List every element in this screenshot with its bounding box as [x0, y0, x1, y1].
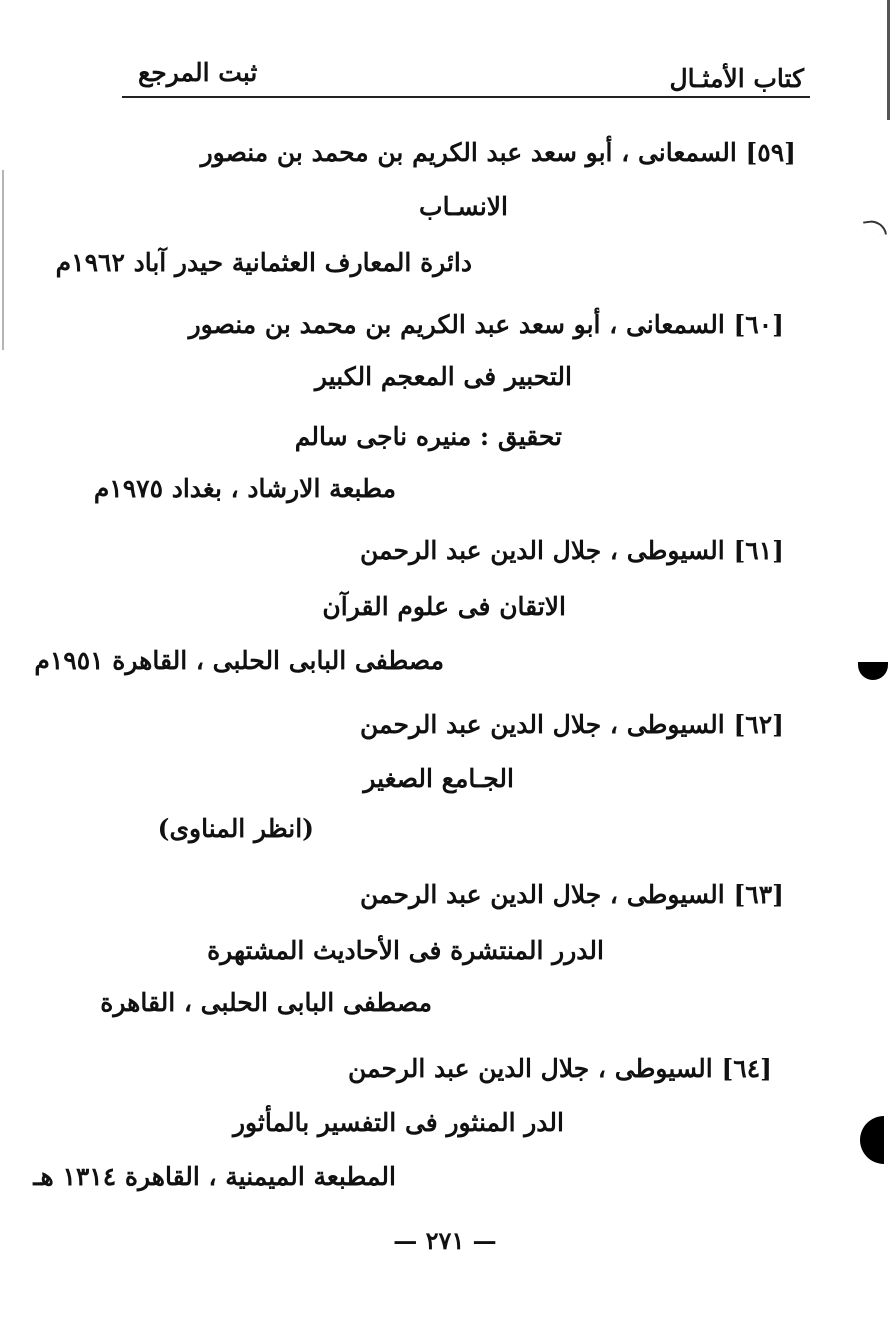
header-divider — [122, 96, 810, 98]
entry-author: [٦٤] السيوطى ، جلال الدين عبد الرحمن — [348, 1054, 772, 1083]
entry-author: [٥٩] السمعانى ، أبو سعد عبد الكريم بن محمد بن منصور — [200, 138, 796, 167]
entry-publisher: مصطفى البابى الحلبى ، القاهرة ١٩٥١م — [34, 646, 444, 675]
entry-publisher: مصطفى البابى الحلبى ، القاهرة — [100, 988, 432, 1017]
entry-editor: تحقيق : منيره ناجى سالم — [294, 422, 562, 451]
entry-note: (انظر المناوى) — [157, 814, 314, 843]
scan-margin-line — [2, 170, 4, 350]
entry-title: الدرر المنتشرة فى الأحاديث المشتهرة — [207, 936, 604, 965]
entry-title: الانسـاب — [419, 192, 508, 221]
thumb-tab-mark — [860, 1116, 884, 1164]
entry-publisher: المطبعة الميمنية ، القاهرة ١٣١٤ هـ — [33, 1162, 396, 1191]
page-number: — ٢٧١ — — [393, 1226, 497, 1255]
entry-title: الجـامع الصغير — [363, 764, 514, 793]
entry-publisher: مطبعة الارشاد ، بغداد ١٩٧٥م — [93, 474, 396, 503]
entry-publisher: دائرة المعارف العثمانية حيدر آباد ١٩٦٢م — [55, 248, 472, 277]
scan-mark — [863, 219, 887, 238]
thumb-tab-mark — [858, 662, 888, 680]
entry-author: [٦١] السيوطى ، جلال الدين عبد الرحمن — [360, 536, 784, 565]
running-header-book-title: كتاب الأمثـال — [669, 64, 804, 93]
entry-title: الدر المنثور فى التفسير بالمأثور — [232, 1108, 564, 1137]
entry-author: [٦٣] السيوطى ، جلال الدين عبد الرحمن — [360, 880, 784, 909]
entry-author: [٦٠] السمعانى ، أبو سعد عبد الكريم بن محمد بن منصور — [188, 310, 784, 339]
entry-author: [٦٢] السيوطى ، جلال الدين عبد الرحمن — [360, 710, 784, 739]
entry-title: التحبير فى المعجم الكبير — [314, 362, 572, 391]
entry-title: الاتقان فى علوم القرآن — [322, 592, 566, 621]
running-header-section-title: ثبت المرجع — [138, 58, 258, 87]
